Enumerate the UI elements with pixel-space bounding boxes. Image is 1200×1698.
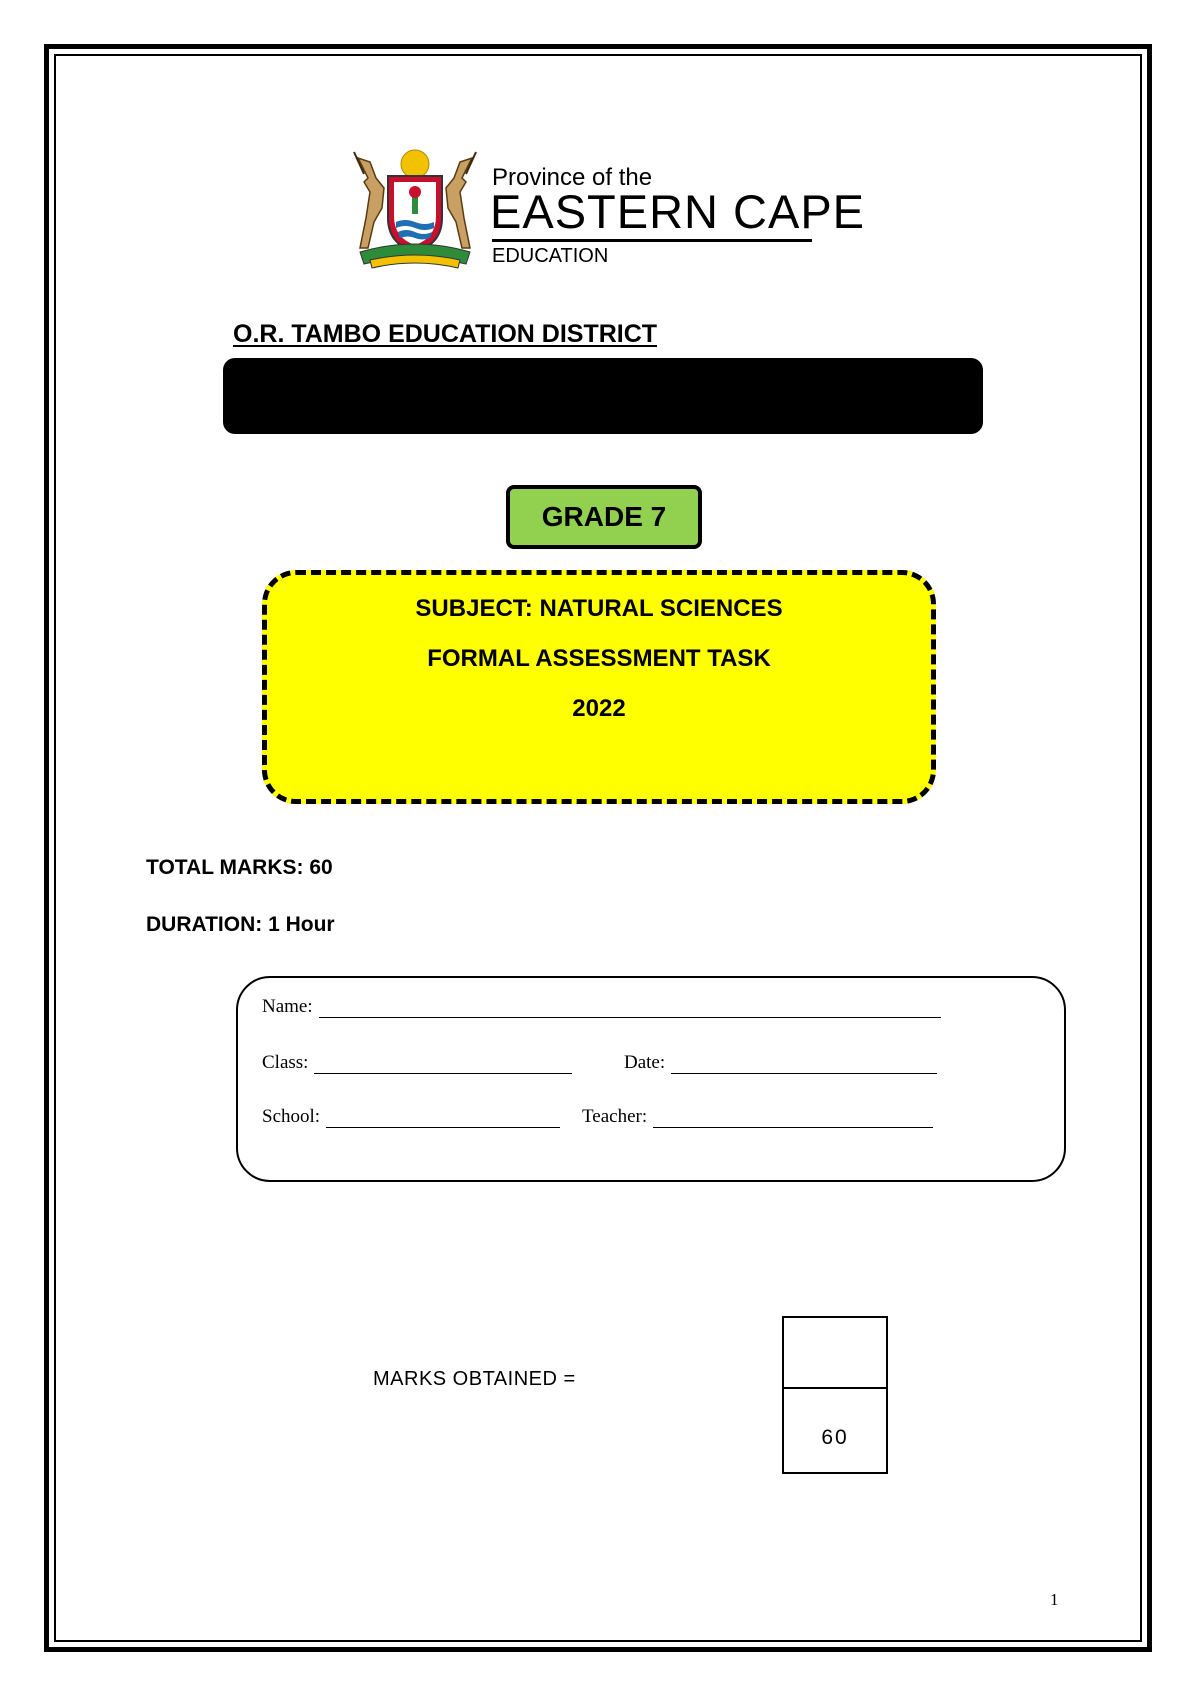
marks-obtained-label: MARKS OBTAINED =: [373, 1368, 576, 1390]
redacted-bar: [223, 358, 983, 434]
school-line[interactable]: [326, 1109, 560, 1128]
teacher-field[interactable]: [582, 1106, 933, 1128]
total-marks: TOTAL MARKS: 60: [146, 856, 333, 879]
marks-divider: [784, 1387, 886, 1389]
duration: DURATION: 1 Hour: [146, 913, 335, 936]
grade-badge: GRADE 7: [506, 485, 702, 549]
year-line: 2022: [572, 695, 626, 722]
marks-box: [782, 1316, 888, 1474]
subject-line: SUBJECT: NATURAL SCIENCES: [415, 595, 783, 622]
school-field[interactable]: [262, 1106, 560, 1128]
name-label: Name:: [262, 996, 313, 1017]
date-field[interactable]: [624, 1052, 937, 1074]
teacher-label: Teacher:: [582, 1106, 648, 1127]
marks-total: 60: [821, 1426, 849, 1449]
eastern-cape-education-logo: [340, 148, 866, 270]
marks-obtained-cell[interactable]: [784, 1318, 886, 1387]
coat-of-arms-icon: [340, 148, 490, 270]
district-heading: O.R. TAMBO EDUCATION DISTRICT: [233, 320, 658, 348]
logo-province-text: Province of the: [492, 164, 653, 191]
teacher-line[interactable]: [653, 1109, 933, 1128]
logo-divider: [492, 239, 812, 242]
subject-box: [262, 570, 936, 804]
class-line[interactable]: [314, 1055, 572, 1074]
learner-info-box: [236, 976, 1066, 1182]
page-number: 1: [1050, 1590, 1059, 1609]
name-field[interactable]: [262, 996, 941, 1018]
logo-eastern-cape-text: EASTERN CAPE: [490, 185, 866, 238]
class-label: Class:: [262, 1052, 309, 1073]
date-label: Date:: [624, 1052, 666, 1073]
logo-education-text: EDUCATION: [492, 245, 609, 267]
school-label: School:: [262, 1106, 321, 1127]
page-inner-border: [54, 54, 1142, 1642]
date-line[interactable]: [671, 1055, 937, 1074]
name-line[interactable]: [319, 999, 941, 1018]
task-line: FORMAL ASSESSMENT TASK: [427, 645, 771, 672]
class-field[interactable]: [262, 1052, 572, 1074]
